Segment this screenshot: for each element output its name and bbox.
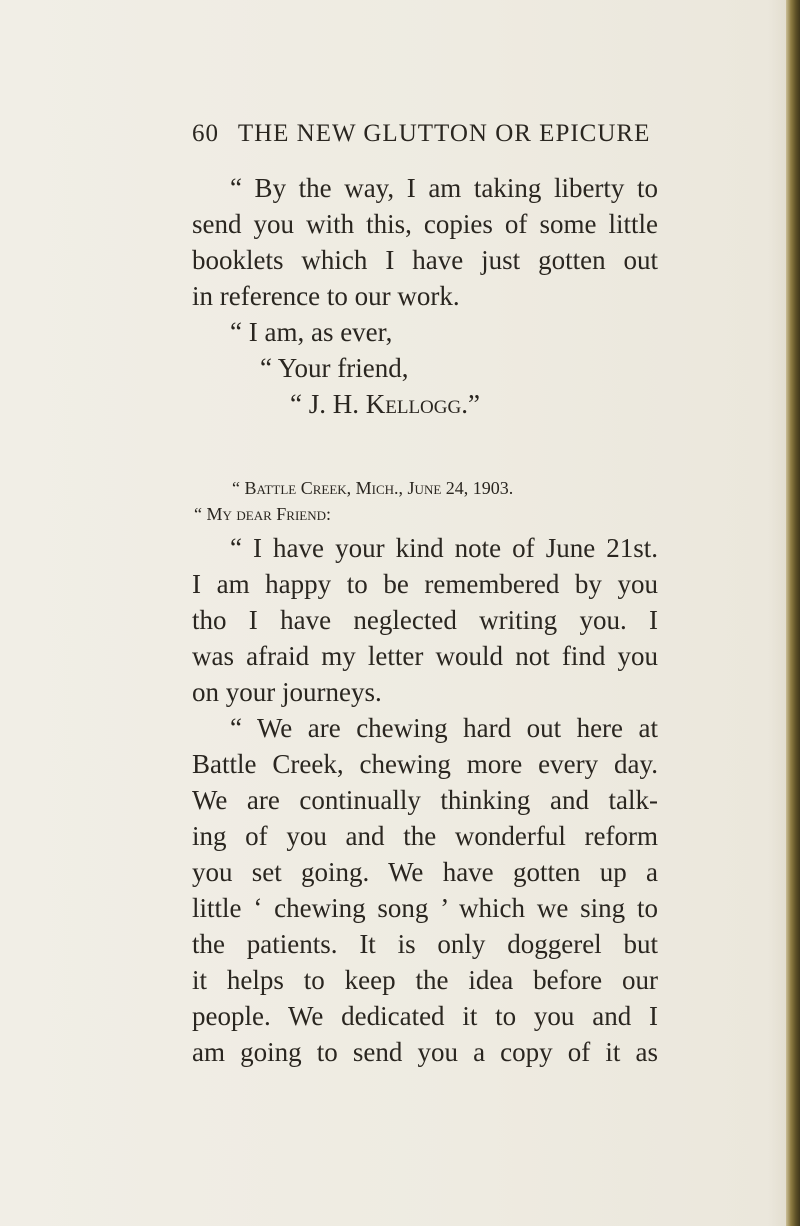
text-line: people. We dedicated it to you and I <box>192 1001 658 1031</box>
salutation: “ My dear Friend: <box>194 504 331 524</box>
text-line: little ‘ chewing song ’ which we sing to <box>192 893 658 923</box>
letter-paragraph <box>192 710 658 1070</box>
closing-line: “ Your friend, <box>260 353 409 383</box>
dateline: “ Battle Creek, Mich., June 24, 1903. <box>232 478 514 498</box>
text-line: the patients. It is only doggerel but <box>192 929 658 959</box>
letter-paragraph <box>192 530 658 710</box>
text-line: “ By the way, I am taking liberty to <box>230 173 658 203</box>
text-line: booklets which I have just gotten out <box>192 245 658 275</box>
text-line: in reference to our work. <box>192 281 460 311</box>
text-line: am going to send you a copy of it as <box>192 1037 658 1067</box>
text-line: “ I have your kind note of June 21st. <box>230 533 658 563</box>
text-line: you set going. We have gotten up a <box>192 857 658 887</box>
page-edge-shadow <box>786 0 800 1226</box>
running-header <box>192 120 692 148</box>
running-title: THE NEW GLUTTON OR EPICURE <box>237 120 651 147</box>
text-line: send you with this, copies of some little <box>192 209 658 239</box>
text-line: Battle Creek, chewing more every day. <box>192 749 658 779</box>
page-number: 60 <box>192 120 219 147</box>
text-line: tho I have neglected writing you. I <box>192 605 658 635</box>
text-line: was afraid my letter would not find you <box>192 641 658 671</box>
closing-line: “ I am, as ever, <box>230 317 393 347</box>
text-line: ing of you and the wonderful reform <box>192 821 658 851</box>
text-line: “ We are chewing hard out here at <box>230 713 658 743</box>
signature: “ J. H. Kellogg.” <box>290 389 480 419</box>
text-line: We are continually thinking and talk- <box>192 785 658 815</box>
text-line: I am happy to be remembered by you <box>192 569 658 599</box>
text-line: on your journeys. <box>192 677 382 707</box>
letter-continuation-paragraph <box>192 170 658 314</box>
text-line: it helps to keep the idea before our <box>192 965 658 995</box>
letter-closing <box>192 314 658 422</box>
